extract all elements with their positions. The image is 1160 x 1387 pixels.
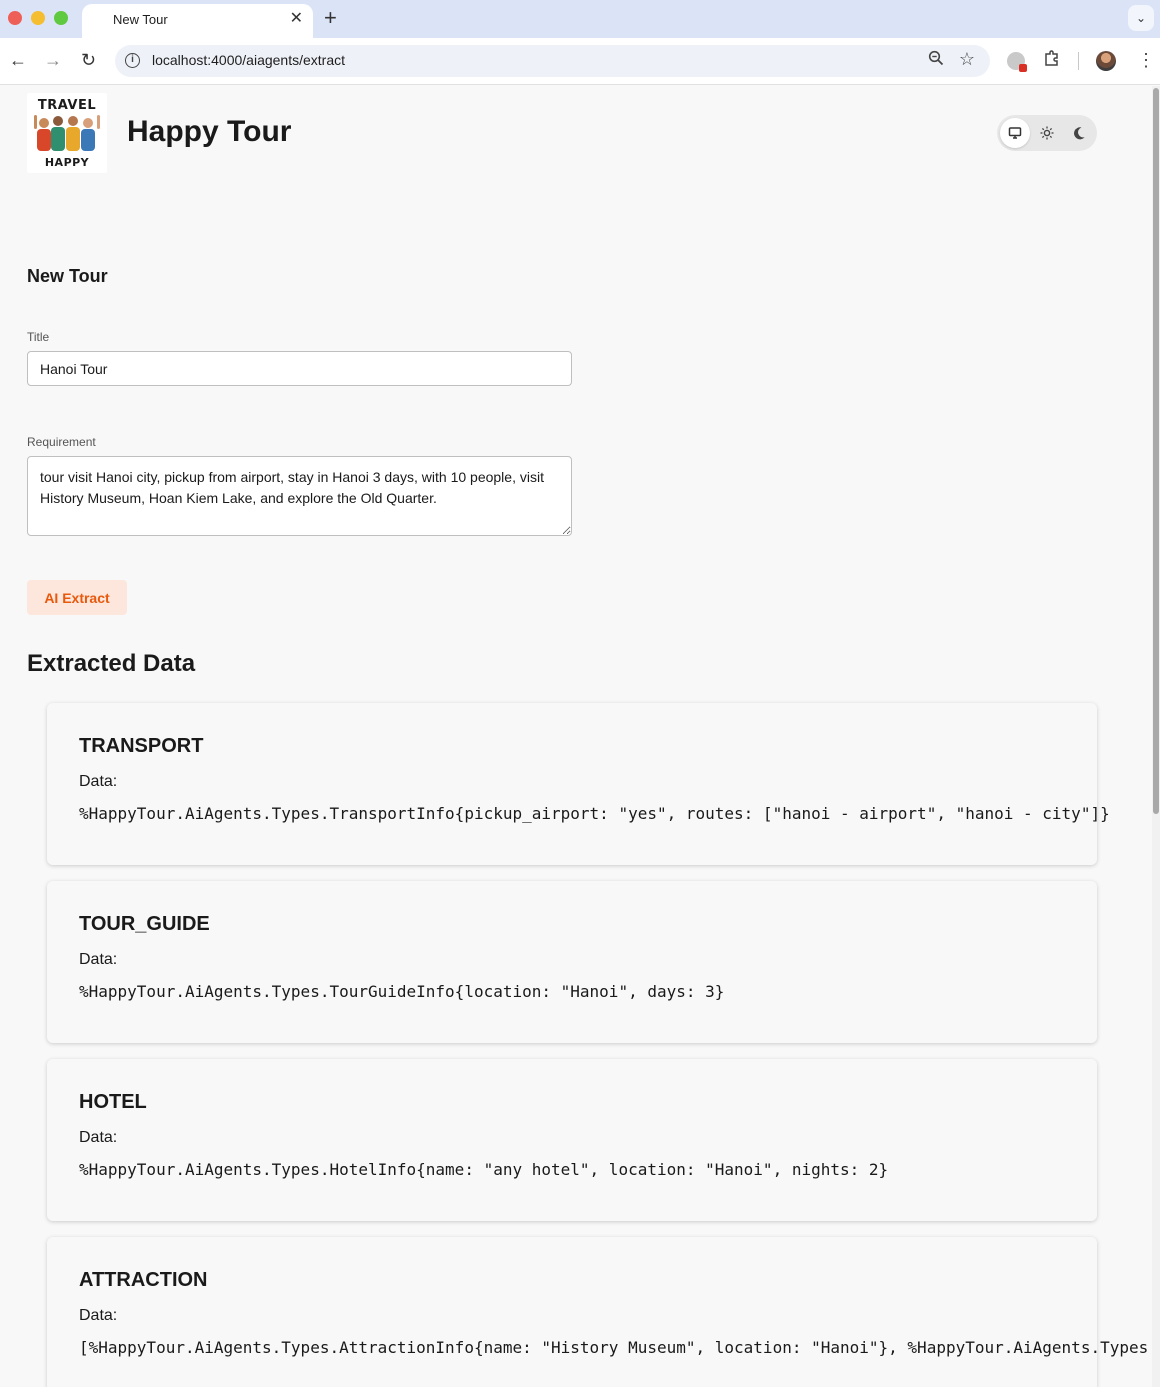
card-type-title: HOTEL [79,1091,147,1113]
close-tab-icon[interactable]: ✕ [289,10,303,27]
requirement-textarea[interactable] [27,456,572,536]
url-text[interactable]: localhost:4000/aiagents/extract [152,52,346,68]
requirement-label: Requirement [27,435,96,449]
browser-toolbar [0,38,1160,85]
theme-switcher [997,115,1097,151]
extracted-card-tour-guide [47,881,1097,1043]
browser-menu-icon[interactable]: ⋮ [1137,50,1155,70]
address-bar[interactable] [115,45,990,77]
toolbar-divider [1078,52,1079,70]
card-data-value: %HappyTour.AiAgents.Types.HotelInfo{name: "any hotel", location: "Hanoi", nights: 2} [79,1160,889,1179]
card-data-label: Data: [79,773,118,790]
back-arrow-icon[interactable]: ← [9,50,27,70]
form-heading: New Tour [27,266,108,286]
zoom-icon[interactable] [928,50,944,71]
card-data-value: %HappyTour.AiAgents.Types.TourGuideInfo{location: "Hanoi", days: 3} [79,982,725,1001]
browser-tab-bar [0,0,1160,38]
site-info-icon[interactable]: i [125,53,140,68]
maximize-window-button[interactable] [54,11,68,25]
extracted-card-hotel [47,1059,1097,1221]
light-theme-sun-icon[interactable] [1032,118,1062,148]
scrollbar-thumb[interactable] [1153,88,1159,814]
browser-tab[interactable] [82,4,313,38]
extensions-puzzle-icon[interactable] [1043,49,1061,72]
reload-icon[interactable]: ↻ [81,50,97,70]
dark-theme-moon-icon[interactable] [1064,118,1094,148]
card-type-title: TRANSPORT [79,735,204,757]
brand-title[interactable]: Happy Tour [127,115,292,148]
extracted-card-transport [47,703,1110,865]
happy-tour-logo[interactable] [27,93,107,173]
extracted-data-heading: Extracted Data [27,650,196,677]
card-data-label: Data: [79,951,118,968]
page-content [0,86,1152,1387]
card-data-value: %HappyTour.AiAgents.Types.TransportInfo{pickup_airport: "yes", routes: ["hanoi - airport", "hanoi - city"]} [79,804,1110,823]
new-tab-button[interactable]: + [324,5,337,30]
title-label: Title [27,330,50,344]
bookmark-star-icon[interactable]: ☆ [958,49,975,69]
tab-search-chevron-icon[interactable]: ⌄ [1128,5,1154,31]
profile-avatar[interactable] [1096,51,1116,71]
minimize-window-button[interactable] [31,11,45,25]
close-window-button[interactable] [8,11,22,25]
title-input[interactable] [27,351,572,386]
tab-title: New Tour [113,12,168,27]
card-data-value: [%HappyTour.AiAgents.Types.AttractionInfo{name: "History Museum", location: "Hanoi"}, %HappyTour.AiAgents.Types [79,1338,1149,1357]
card-data-label: Data: [79,1129,118,1146]
extension-icon[interactable] [1007,52,1025,70]
ai-extract-button[interactable]: AI Extract [27,580,127,615]
extracted-card-attraction [47,1237,1149,1387]
card-type-title: ATTRACTION [79,1269,208,1291]
card-type-title: TOUR_GUIDE [79,913,210,935]
forward-arrow-icon[interactable]: → [44,50,62,70]
card-data-label: Data: [79,1307,118,1324]
logo-bottom-text: HAPPY [44,156,90,169]
page-scrollbar[interactable] [1152,86,1160,1387]
logo-top-text: TRAVEL [37,98,97,113]
system-theme-monitor-icon[interactable] [1000,118,1030,148]
